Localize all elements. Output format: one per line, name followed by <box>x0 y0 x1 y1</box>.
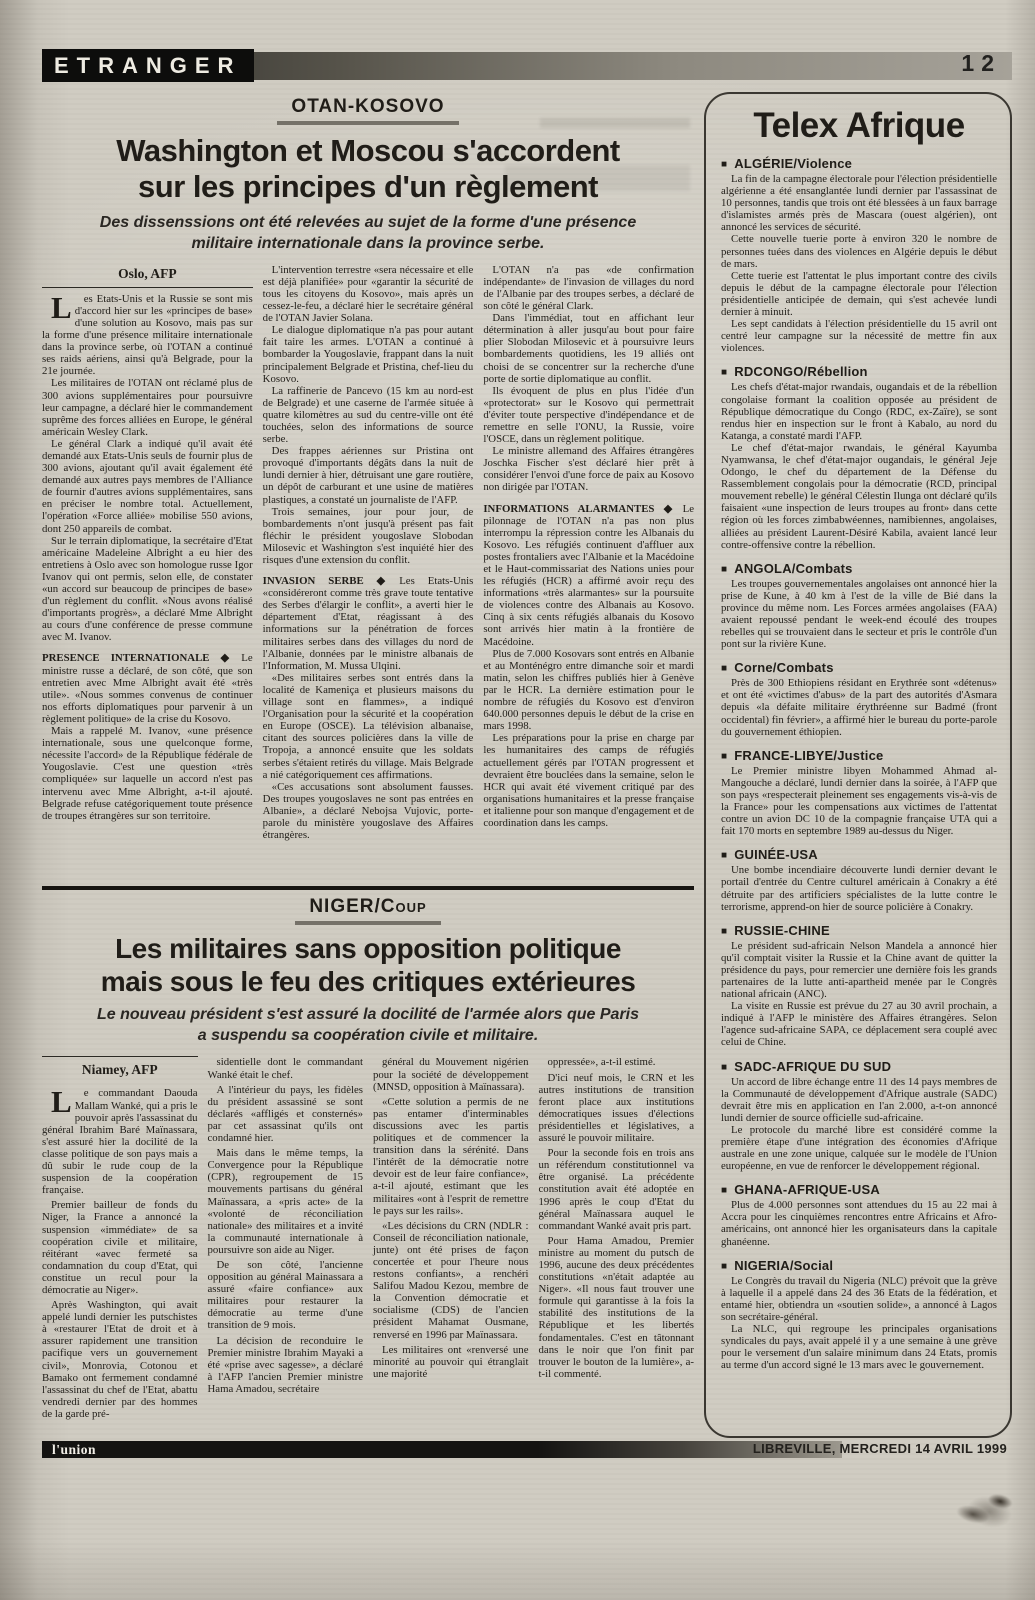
paragraph <box>42 652 253 725</box>
paragraph-text: Le ministre allemand des Affaires étrangères Joschka Fischer s'est déclaré hier prêt à considérer l'envoi d'une force de paix au Kosovo non dirigée par l'OTAN. <box>483 445 694 494</box>
telex-heading <box>721 561 997 576</box>
footer-dateline: LIBREVILLE, MERCREDI 14 AVRIL 1999 <box>752 1441 1007 1456</box>
paragraph <box>483 385 694 445</box>
drop-cap: L <box>51 289 72 325</box>
square-bullet-icon: ■ <box>721 663 728 675</box>
paragraph-text: Plus de 7.000 Kosovars sont entrés en Albanie et au Monténégro entre dimanche soir et mardi matin, selon les chiffres publiés hier à Genève par le HCR. La dernière estimation pour le nombre de réfugiés du Kosovo est d'environ 640.000 personnes depuis le début de la crise en mars 1998. <box>483 647 694 733</box>
paragraph <box>263 445 474 505</box>
paragraph <box>42 289 253 378</box>
telex-title: Telex Afrique <box>753 106 965 145</box>
telex-paragraph-text: La visite en Russie est prévue du 27 au 30 avril prochain, a indiqué à l'AFP le ministère des Affaires étrangères. Selon l'agence sud-africaine SAPA, ce déplacement sera couplé avec celui de Chine. <box>721 1000 997 1049</box>
square-bullet-icon: ■ <box>721 159 728 170</box>
subtitle-line: Des dissenssions ont été relevées au sujet de la forme d'une présence <box>99 213 637 231</box>
paragraph-text: La raffinerie de Pancevo (15 km au nord-est de Belgrade) et une caserne de l'armée située à quatre kilomètres au sud du centre-ville ont été touchées, selon des informations de source serbe. <box>262 384 474 446</box>
paragraph-text: Les militaires de l'OTAN ont réclamé plus de 300 avions supplémentaires pour poursuivre leur campagne, a déclaré hier le commandement suprême des forces alliées en Europe, le général américain Wesley Clark. <box>42 377 253 438</box>
telex-heading-text: ALGÉRIE/Violence <box>734 156 853 171</box>
paragraph-text: Pour la seconde fois en trois ans un référendum constitutionnel va être organisé. La précédente constitution avait été adoptée en 1996 après le coup d'Etat du général Maïnassara auquel le commandant Wanké avait pris part. <box>538 1147 694 1232</box>
telex-paragraph <box>721 1199 997 1247</box>
telex-heading <box>721 1258 997 1273</box>
paragraph <box>42 1299 198 1420</box>
page-number: 12 <box>961 50 1001 76</box>
niger-column-4 <box>539 1056 695 1428</box>
column-flow <box>263 264 474 841</box>
subtitle-line: Le nouveau président s'est assuré la docilité de l'armée alors que Paris <box>96 1006 640 1024</box>
telex-paragraph-text: Plus de 4.000 personnes sont attendues du 15 au 22 mai à Accra pour les cinquièmes rencontres entre Africains et Afro-américains, ont annoncé hier les organisateurs dans la capitale ghanéenne. <box>721 1199 997 1248</box>
paragraph-text: général du Mouvement nigérien pour la société de développement (MNSD, opposition à Maïnassara). <box>373 1056 529 1093</box>
square-bullet-icon: ■ <box>721 925 728 937</box>
telex-heading-text: GHANA-AFRIQUE-USA <box>734 1182 880 1198</box>
kicker-wrap <box>42 96 694 125</box>
square-bullet-icon: ■ <box>721 563 728 575</box>
niger-column-2 <box>208 1056 364 1428</box>
telex-blocks <box>721 156 997 1371</box>
article-headline <box>42 133 694 206</box>
masthead-name: l'union <box>52 1441 97 1457</box>
article-kicker: NIGER/Coup <box>295 896 440 925</box>
telex-block <box>721 1275 997 1323</box>
square-bullet-icon: ■ <box>721 1061 728 1073</box>
paragraph <box>263 264 474 324</box>
telex-block <box>721 1199 997 1247</box>
paragraph-text: Pour Hama Amadou, Premier ministre au moment du putsch de 1996, aucune des deux précédentes constitutions «n'était adaptée au Niger». «Il nous faut trouver une formule qui garantisse à la fois la stabilité des institutions de la République et les libertés fondamentales. C'est en tâtonnant dans le noir que l'on finit par trouver le bouton de la lumière», a-t-il commenté. <box>538 1234 694 1380</box>
paragraph <box>263 672 474 781</box>
paragraph-text: Trois semaines, jour pour jour, de bombardements n'ont jusqu'à présent pas fait fléchir le président yougoslave Slobodan Milosevic et Washington s'est inquiété hier des risques d'une extension du conflit. <box>262 505 474 566</box>
article-subtitle <box>42 1004 694 1046</box>
telex-paragraph <box>721 233 997 269</box>
paragraph <box>263 506 474 566</box>
telex-paragraph <box>721 677 997 737</box>
dateline: Oslo, AFP <box>42 264 253 288</box>
ink-smudge <box>936 1470 1027 1551</box>
telex-paragraph <box>721 864 997 912</box>
telex-heading-text: Corne/Combats <box>734 660 834 676</box>
paragraph-text: Le général Clark a indiqué qu'il avait été demandé aux Etats-Unis seuls de fournir plus de 300 avions, ajoutant qu'il avait également été demandé aux autres pays membres de l'Alliance de fournir d'autres avions supplémentaires, sans en préciser le nombre total. Actuellement, l'opération «Force alliée» mobilise 550 avions, dont 250 appareils de combat. <box>42 437 253 535</box>
telex-paragraph-text: La fin de la campagne électorale pour l'élection présidentielle algérienne a été ensanglantée lundi dernier par l'assassinat de 10 personnes, tandis que trois ont été blessées à un faux barrage d'islamistes armés près de Mascara (ouest algérien), ont annoncé les services de sécurité. <box>721 173 997 234</box>
paragraph <box>208 1147 364 1256</box>
paragraph-text: Mais a rappelé M. Ivanov, «une présence internationale, sous une quelconque forme, nécessite l'accord» de la République fédérale de Yougoslavie. C'est une question «très compliquée» sur laquelle un accord n'est pas intervenu avec Mme Albright, a-t-il ajouté. Belgrade refuse catégoriquement toute présence de troupes étrangères sur son territoire. <box>42 725 253 822</box>
telex-paragraph <box>721 1275 997 1323</box>
section-divider-rule <box>42 886 694 890</box>
paragraph-text: sidentielle dont le commandant Wanké était le chef. <box>207 1056 363 1081</box>
telex-block <box>721 847 997 862</box>
kosovo-column-1 <box>42 264 253 878</box>
article-niger <box>42 896 694 1429</box>
paragraph-text: L'OTAN n'a pas «de confirmation indépendante» de l'invasion de villages du nord de l'Albanie par des troupes serbes, a déclaré de son côté le général Clark. <box>483 263 694 313</box>
telex-block <box>721 940 997 1000</box>
telex-block <box>721 1076 997 1124</box>
telex-block <box>721 381 997 441</box>
telex-block <box>721 1182 997 1197</box>
telex-block <box>721 748 997 763</box>
telex-block <box>721 660 997 675</box>
telex-paragraph <box>721 765 997 838</box>
telex-block <box>721 364 997 379</box>
telex-paragraph-text: Les sept candidats à l'élection présidentielle du 15 avril ont centré leur campagne sur la nécessité de mettre fin aux violences. <box>721 318 997 355</box>
paragraph-text: es Etats-Unis et la Russie se sont mis d'accord hier sur les «principes de base» d'une solution au Kosovo, mais pas sur la forme d'une présence militaire internationale dans la province serbe, où l'OTAN a continué ses raids aériens, ainsi qu'à Belgrade, pour la 21e journée. <box>42 292 253 378</box>
telex-heading <box>721 156 997 171</box>
telex-heading <box>721 923 997 938</box>
telex-heading <box>721 847 997 862</box>
telex-block <box>721 442 997 551</box>
square-bullet-icon: ■ <box>721 1260 728 1272</box>
paragraph <box>373 1344 529 1380</box>
telex-paragraph <box>721 318 997 354</box>
niger-column-3 <box>373 1056 529 1428</box>
telex-heading-text: RDCONGO/Rébellion <box>734 364 868 380</box>
telex-paragraph-text: Les chefs d'état-major rwandais, ougandais et de la rébellion congolaise formant la coalition opposée au président de République démocratique du Congo (RDC, ex-Zaïre), se sont rendus hier en inspection sur le front à Kabalo, au nord du Katanga, a constaté mardi l'AFP. <box>721 381 997 442</box>
section-label-box <box>42 49 254 82</box>
telex-paragraph <box>721 381 997 441</box>
telex-block <box>721 677 997 737</box>
masthead-footer-bar <box>42 1441 842 1458</box>
square-bullet-icon: ■ <box>721 367 728 379</box>
telex-heading <box>721 1059 997 1074</box>
telex-heading-text: FRANCE-LIBYE/Justice <box>734 747 884 763</box>
paragraph-text: L'intervention terrestre «sera nécessaire et elle est déjà planifiée» pour «garantir la sécurité de tous les citoyens du Kosovo», mais après un cessez-le-feu, a déclaré hier le secrétaire général de l'OTAN Javier Solana. <box>262 263 474 325</box>
telex-paragraph <box>721 578 997 651</box>
telex-paragraph-text: Le Premier ministre libyen Mohammed Ahmad al-Mangouche a déclaré, lundi dernier dans la soirée, à l'AFP que son pays «respecterait pleinement ses engagements vis-à-vis de la France» pour les compensations aux victimes de l'attentat contre un avion DC 10 de la compagnie française UTA qui a fait 170 morts en septembre 1989 au-dessus du Niger. <box>721 764 997 838</box>
subtitle-line: a suspendu sa coopération civile et militaire. <box>197 1027 539 1045</box>
telex-paragraph-text: Cette tuerie est l'attentat le plus important contre des civils depuis le début de la campagne électorale pour l'élection présidentielle anticipée de demain, qui s'est achevée lundi dernier à minuit. <box>721 269 997 319</box>
paragraph-text: Après Washington, qui avait appelé lundi dernier les putschistes à «restaurer l'Etat de droit et à assurer rapidement une transition pacifique vers un gouvernement civil», Monrovia, Cotonou et Bamako ont fermement condamné l'assassinat du chef de l'Etat, abattu vendredi dernier par des hommes de la garde pré- <box>42 1299 198 1420</box>
kosovo-column-2 <box>263 264 474 878</box>
telex-paragraph <box>721 1000 997 1048</box>
paragraph-text: Les militaires ont «renversé une minorité au pouvoir qui étranglait une majorité <box>373 1343 529 1380</box>
paragraph <box>483 503 694 648</box>
paragraph-text: Dans l'immédiat, tout en affichant leur détermination à aller jusqu'au bout pour faire plier Slobodan Milosevic et à poursuivre leurs bombardements quotidiens, les 19 alliés ont choisi de se concentrer sur la recherche d'une porte de sortie diplomatique au conflit. <box>483 312 694 385</box>
telex-paragraph <box>721 1076 997 1124</box>
run-in-heading: INFORMATIONS ALARMANTES ◆ <box>483 502 679 515</box>
paragraph-text: oppressée», a-t-il estimé. <box>547 1056 656 1069</box>
niger-column-1 <box>42 1056 198 1428</box>
paragraph <box>539 1235 695 1380</box>
headline-line: Washington et Moscou s'accordent <box>116 133 620 168</box>
telex-heading <box>721 660 997 675</box>
telex-heading-text: SADC-AFRIQUE DU SUD <box>734 1058 892 1074</box>
paragraph <box>483 732 694 829</box>
paragraph-text: Les préparations pour la prise en charge par les humanitaires des camps de réfugiés actuellement gérés par l'OTAN progressent et devraient être bouclées dans la semaine, selon le HCR qui avait été vivement critiqué par des organisations humanitaires et la presse française et italienne pour son manque d'engagement et de coordination dans les camps. <box>483 732 694 829</box>
paragraph <box>42 535 253 644</box>
paragraph <box>263 385 474 445</box>
drop-cap: L <box>51 1084 72 1120</box>
paragraph-text: La décision de reconduire le Premier ministre Ibrahim Mayaki a été «prise avec sagesse», a déclaré à l'AFP l'ancien Premier ministre Hama Amadou, secrétaire <box>207 1334 363 1395</box>
telex-block <box>721 1258 997 1273</box>
telex-paragraph-text: Près de 300 Ethiopiens résidant en Erythrée sont «détenus» et ont été «victimes d'abus» de la part des autorités d'Asmara depuis «la défaite militaire érythréenne sur Badmé (front occidental) fin février», a affirmé hier le bureau du porte-parole du gouvernement éthiopien. <box>721 677 997 738</box>
paragraph <box>42 1084 198 1197</box>
paragraph <box>42 725 253 822</box>
telex-heading <box>721 364 997 379</box>
paragraph-text: Le pilonnage de l'OTAN n'a pas non plus interrompu la répression contre les Albanais du Kosovo. Les réfugiés continuent d'affluer aux postes frontaliers avec l'Albanie et la Macédoine et le Haut-commissariat des Nations unies pour les réfugiés (HCR) a affirmé avoir reçu des informations «très alarmantes» sur la poursuite de violences contre des Albanais au Kosovo. Cinq à six cents réfugiés albanais du Kosovo sont arrivés hier matin à la frontière de Macédoine. <box>483 502 694 648</box>
telex-heading <box>721 748 997 763</box>
telex-block <box>721 1000 997 1048</box>
paragraph <box>373 1056 529 1092</box>
paragraph <box>483 445 694 493</box>
telex-block <box>721 318 997 354</box>
section-label: ETRANGER <box>54 52 242 78</box>
column-flow <box>539 1056 695 1379</box>
telex-paragraph-text: Un accord de libre échange entre 11 des 14 pays membres de la Communauté de développement d'Afrique australe (SADC) devrait être mis en application en l'an 2.000, a-t-on annoncé lundi dernier de source officielle sud-africaine. <box>721 1075 997 1124</box>
telex-block <box>721 270 997 318</box>
telex-block <box>721 233 997 269</box>
telex-paragraph <box>721 442 997 551</box>
dateline: Niamey, AFP <box>42 1056 198 1082</box>
paragraph <box>208 1259 364 1332</box>
subtitle-line: militaire internationale dans la province serbe. <box>191 234 545 252</box>
paragraph <box>483 312 694 385</box>
paragraph-text: A l'intérieur du pays, les fidèles du président assassiné se sont déclarés «affligés et consternés» par cet assassinat qu'ils ont condamné hier. <box>207 1083 363 1145</box>
square-bullet-icon: ■ <box>721 1185 728 1197</box>
paragraph <box>42 1199 198 1296</box>
paragraph-text: «Des militaires serbes sont entrés dans la localité de Kameniça et plusieurs maisons du village sont en flammes», a indiqué l'Organisation pour la sécurité et la coopération en Europe (OSCE). La télévision albanaise, citant des sources policières dans la ville de Tropoja, a annoncé ensuite que les soldats serbes s'étaient retirés du village. Mais Belgrade a nié catégoriquement ces affirmations. <box>262 671 474 781</box>
telex-heading-text: NIGERIA/Social <box>734 1257 834 1273</box>
column-flow <box>42 1084 198 1420</box>
paragraph <box>208 1335 364 1395</box>
paragraph <box>373 1220 529 1341</box>
telex-block <box>721 561 997 576</box>
article-headline <box>42 933 694 999</box>
telex-paragraph <box>721 1323 997 1371</box>
telex-paragraph-text: Le protocole du marché libre est considéré comme la première étape d'une intégration des économies d'Afrique australe en une zone unique, calquée sur le modèle de l'Union européenne, en vue de renforcer le développement régional. <box>721 1123 997 1173</box>
paragraph-text: Des frappes aériennes sur Pristina ont provoqué d'importants dégâts dans la nuit de lundi dernier à hier, détruisant une gare routière, un dépôt de carburant et une usine de matières plastiques, a constaté un journaliste de l'AFP. <box>262 445 474 506</box>
paragraph-text: «Les décisions du CRN (NDLR : Conseil de réconciliation nationale, junte) ont été prises de façon concertée et pour l'heure nous restons confiants», a renchéri Salifou Madou Kezou, membre de la Convention démocratie et socialisme (CDS) de l'ancien président Mahamat Ousmane, renversé en 1996 par Maïnassara. <box>373 1219 529 1341</box>
kosovo-column-3 <box>483 264 694 878</box>
paragraph <box>539 1147 695 1232</box>
paragraph <box>483 264 694 312</box>
telex-paragraph-text: Cette nouvelle tuerie porte à environ 320 le nombre de personnes tuées dans des violences en Algérie depuis le début de mars. <box>721 233 997 270</box>
telex-paragraph-text: Le Congrès du travail du Nigeria (NLC) prévoit que la grève à laquelle il a appelé dans 24 des 36 Etats de la fédération, et entamé hier, obtiendra un «soutien solide», a annoncé à Lagos son secrétaire-général. <box>721 1274 997 1323</box>
paragraph <box>263 781 474 841</box>
telex-paragraph <box>721 270 997 318</box>
column-flow <box>208 1056 364 1395</box>
paragraph <box>263 575 474 672</box>
article-columns <box>42 264 694 878</box>
telex-block <box>721 864 997 912</box>
telex-afrique-box <box>704 92 1012 1438</box>
telex-block <box>721 1059 997 1074</box>
paragraph <box>42 377 253 437</box>
paragraph <box>208 1056 364 1080</box>
run-in-heading: INVASION SERBE ◆ <box>262 575 396 588</box>
telex-paragraph-text: La NLC, qui regroupe les principales organisations syndicales du pays, avait appelé il y a une semaine à une grève pour le versement d'un salaire minimum dans 24 Etats, promis au terme d'un accord signé le 13 mars avec le gouvernement. <box>721 1323 997 1372</box>
telex-block <box>721 578 997 651</box>
telex-heading-text: ANGOLA/Combats <box>734 560 853 576</box>
column-flow <box>42 289 253 822</box>
paragraph-text: e commandant Daouda Mallam Wanké, qui a pris le pouvoir après l'assassinat du général Ibrahim Baré Maïnassara, s'est assuré hier la docilité de la classe politique de son pays mais a dû subir le rude coup de la suspension de la coopération française. <box>42 1087 198 1197</box>
paragraph-text: Le ministre russe a déclaré, de son côté, que son entretien avec Mme Albright avait été «très utile». «Nous sommes convenus de continuer nos efforts diplomatiques pour parvenir à un règlement politique» de la crise du Kosovo. <box>42 652 253 725</box>
paragraph-text: Mais dans le même temps, la Convergence pour la République (CPR), regroupement de 15 mouvements partisans du général Maïnassara, a «pris acte» de la «volonté de réconciliation nationale» des militaires et a invité la communauté internationale à poursuivre son aide au Niger. <box>207 1147 363 1256</box>
paragraph <box>208 1084 364 1144</box>
main-column <box>42 90 694 1428</box>
paragraph <box>42 438 253 535</box>
article-kosovo <box>42 96 694 878</box>
telex-paragraph-text: Le chef d'état-major rwandais, le général Kayumba Nyamwansa, le chef d'état-major ougandais, le général Jeje Odongo, le chef du département de la Défense du Rassemblement congolais pour la démocratie (RCD, principal mouvement rebelle) le général Célestin Ilunga ont déclaré qu'ils faisaient «une inspection de leurs troupes au front» dans cette région où les forces zimbabwéennes, namibiennes, angolaises, alliées au président Laurent-Désiré Kabila, avaient lancé leur contre-offensive contre la rébellion. <box>721 441 997 551</box>
column-flow <box>483 264 694 829</box>
paragraph-text: «Ces accusations sont absolument fausses. Des troupes yougoslaves ne sont pas entrées en Albanie», a déclaré Nebojsa Vujovic, porte-parole du ministère yougoslave des Affaires étrangères. <box>262 780 474 842</box>
paragraph-text: Sur le terrain diplomatique, la secrétaire d'Etat américaine Madeleine Albright a eu hier des entretiens à Oslo avec son homologue russe Igor Ivanov qui ont permis, selon elle, de constater «un accord sur beaucoup de principes de base» d'un règlement du conflit. «Nous avons réalisé d'importants progrès», a déclaré Mme Albright au cours d'une conférence de presse commune avec M. Ivanov. <box>42 534 253 644</box>
square-bullet-icon: ■ <box>721 850 728 862</box>
article-kicker: OTAN-KOSOVO <box>277 96 458 125</box>
paragraph-text: Le dialogue diplomatique n'a pas pour autant fait taire les armes. L'OTAN a continué à bombarder la Yougoslavie, frappant dans la nuit principalement Belgrade et Pristina, chef-lieu du Kosovo. <box>262 324 474 385</box>
paragraph <box>373 1096 529 1217</box>
paragraph-text: De son côté, l'ancienne opposition au général Mainassara a assuré «faire confiance» aux militaires pour restaurer la démocratie au terme d'une transition de 9 mois. <box>207 1258 363 1332</box>
telex-heading-text: GUINÉE-USA <box>734 847 818 863</box>
telex-block <box>721 1323 997 1371</box>
paragraph-text: D'ici neuf mois, le CRN et les autres institutions de transition feront place aux institutions démocratiques issues d'élections présidentielles et législatives, a assuré le pouvoir militaire. <box>538 1071 694 1145</box>
telex-paragraph <box>721 173 997 233</box>
telex-block <box>721 923 997 938</box>
article-columns <box>42 1056 694 1428</box>
telex-block <box>721 765 997 838</box>
headline-line: mais sous le feu des critiques extérieures <box>100 965 636 997</box>
kicker-wrap <box>42 896 694 925</box>
headline-line: sur les principes d'un règlement <box>138 169 598 205</box>
paragraph-text: Les Etats-Unis «considéreront comme très grave toute tentative des Serbes d'élargir le conflit», a averti hier le département d'Etat, réagissant à des informations sur la pénétration de forces militaires serbes dans des villages du nord de l'Albanie, données par le ministre albanais de l'Information, M. Mussa Ulqini. <box>262 575 474 672</box>
paragraph-text: «Cette solution a permis de ne pas entamer d'interminables discussions avec les partis politiques et de commencer la transition dans la sérénité. Dans l'intérêt de la démocratie notre devoir est de leur faire confiance», a-t-il ajouté, estimant que les militaires «ont à l'esprit de remettre le pays sur les rails». <box>373 1095 529 1217</box>
telex-paragraph-text: Une bombe incendiaire découverte lundi dernier devant le portail d'entrée du Centre culturel américain à Conakry a été détruite par des artificiers spécialistes de la lutte contre le terrorisme, apprend-on hier de source policière à Conakry. <box>721 864 997 913</box>
telex-block <box>721 1124 997 1172</box>
paragraph-text: Premier bailleur de fonds du Niger, la France a annoncé la suspension «immédiate» de sa coopération civile et militaire, réitérant «avec fermeté sa condamnation du coup d'Etat, qui constitue un recul pour la démocratie au Niger». <box>42 1199 198 1296</box>
column-flow <box>373 1056 529 1379</box>
paragraph <box>483 648 694 733</box>
telex-paragraph-text: Le président sud-africain Nelson Mandela a annoncé hier qu'il comptait visiter la Russie et la Chine avant de quitter la présidence du pays, pour remercier une dernière fois les grands partenaires de la lutte anti-apartheid menée par le Congrès national africain (ANC). <box>721 939 997 1001</box>
telex-heading <box>721 1182 997 1197</box>
square-bullet-icon: ■ <box>721 750 728 762</box>
article-subtitle <box>42 212 694 254</box>
telex-paragraph-text: Les troupes gouvernementales angolaises ont annoncé hier la prise de Kune, à 40 km à l'est de la ville de Bié dans la province du même nom. Les Forces armées angolaises (FAA) avaient repoussé pendant le week-end écoulé des troupes rebelles qui se trouvaient dans le secteur et pris le contrôle d'un pont sur la rivière Kune. <box>721 577 997 651</box>
headline-line: Les militaires sans opposition politique <box>115 932 621 964</box>
paragraph <box>539 1072 695 1145</box>
paragraph <box>263 324 474 384</box>
telex-heading-text: RUSSIE-CHINE <box>734 922 830 938</box>
paragraph <box>539 1056 695 1068</box>
telex-paragraph <box>721 1124 997 1172</box>
paragraph-text: Ils évoquent de plus en plus l'idée d'un «protectorat» sur le Kosovo qui permettrait d'éviter toute perspective d'indépendance et de remettre en selle l'ONU, la Russie, voire l'OSCE, dans un règlement politique. <box>483 384 694 446</box>
telex-block <box>721 156 997 171</box>
telex-paragraph <box>721 940 997 1000</box>
run-in-heading: PRESENCE INTERNATIONALE ◆ <box>42 652 238 665</box>
telex-block <box>721 173 997 233</box>
